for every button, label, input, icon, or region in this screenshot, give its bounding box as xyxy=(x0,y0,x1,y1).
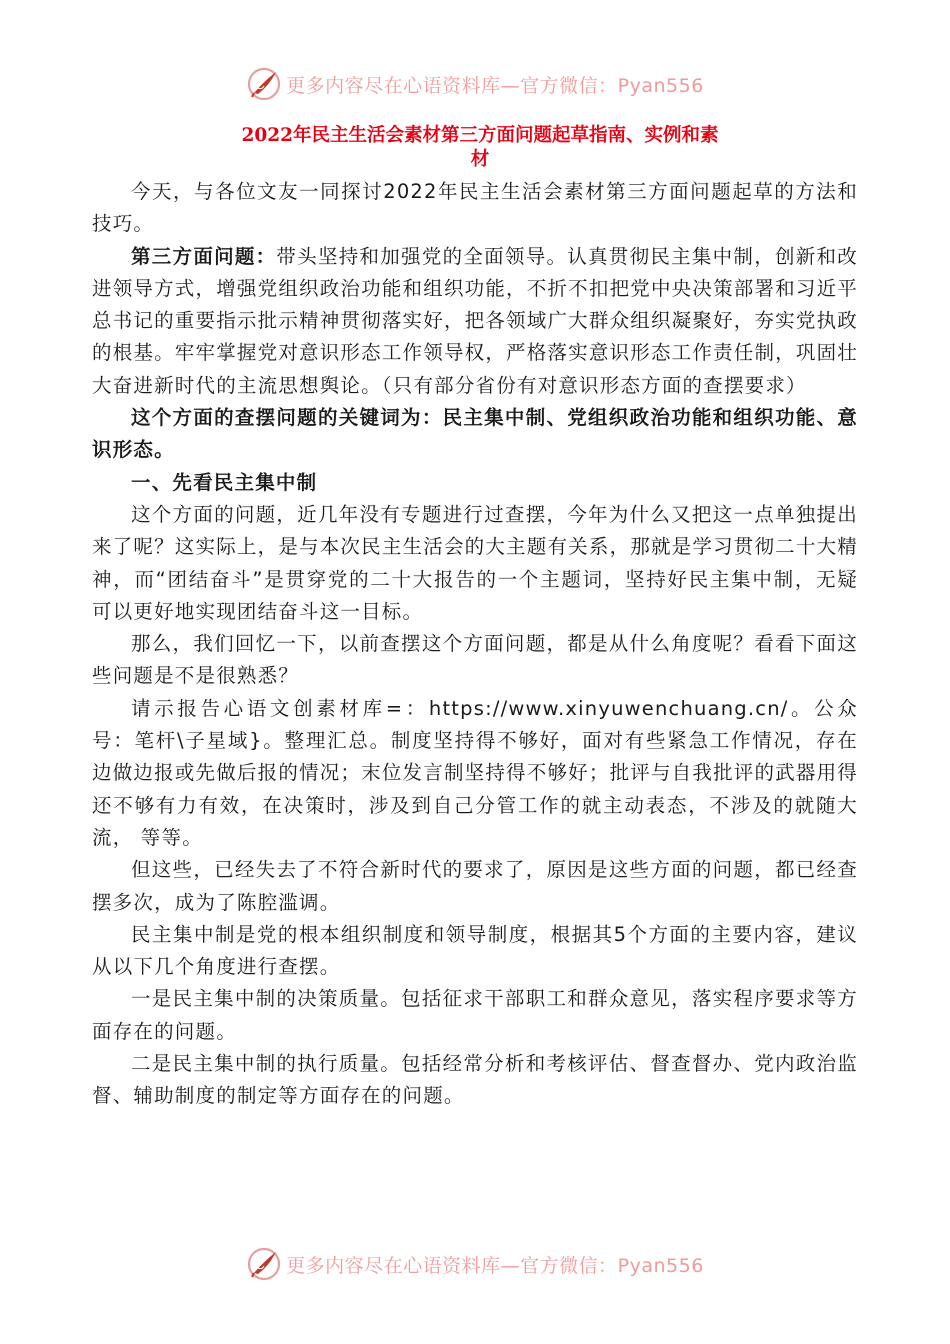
paragraph: 民主集中制是党的根本组织制度和领导制度，根据其5个方面的主要内容，建议从以下几个角度进行查摆。 xyxy=(92,922,858,979)
paragraph: 那么，我们回忆一下，以前查摆这个方面问题，都是从什么角度呢？看看下面这些问题是不是很熟悉？ xyxy=(92,632,858,688)
paragraph-lead: 第三方面问题： xyxy=(131,244,277,268)
document-body xyxy=(92,176,858,1113)
footer-banner xyxy=(0,1244,950,1284)
paragraph: 但这些，已经失去了不符合新时代的要求了，原因是这些方面的问题，都已经查摆多次，成为了陈腔滥调。 xyxy=(92,858,858,914)
paragraph: 一是民主集中制的决策质量。包括征求干部职工和群众意见，落实程序要求等方面存在的问题。 xyxy=(92,987,858,1043)
paragraph-keywords: 这个方面的查摆问题的关键词为：民主集中制、党组织政治功能和组织功能、意识形态。 xyxy=(92,406,858,462)
paragraph: 二是民主集中制的执行质量。包括经常分析和考核评估、督查督办、党内政治监督、辅助制度的制定等方面存在的问题。 xyxy=(92,1052,858,1108)
paragraph-third-aspect xyxy=(92,241,858,402)
quill-pen-logo-icon xyxy=(246,1246,282,1282)
section-heading: 一、先看民主集中制 xyxy=(131,470,318,494)
paragraph-intro: 今天，与各位文友一同探讨2022年民主生活会素材第三方面问题起草的方法和技巧。 xyxy=(92,180,858,236)
paragraph: 这个方面的问题，近几年没有专题进行过查摆，今年为什么又把这一点单独提出来了呢？这实际上，是与本次民主生活会的大主题有关系，那就是学习贯彻二十大精神，而“团结奋斗”是贯穿党的二十大报告的一个主题词，坚持好民主集中制，无疑可以更好地实现团结奋斗这一目标。 xyxy=(92,502,858,623)
title-line-2: 材 xyxy=(470,149,490,170)
banner-text: 更多内容尽在心语资料库—官方微信：Pyan556 xyxy=(286,1254,704,1277)
title-line-1: 2022年民主生活会素材第三方面问题起草指南、实例和素 xyxy=(241,125,719,146)
header-banner xyxy=(0,64,950,104)
quill-pen-logo-icon xyxy=(246,66,282,102)
paragraph: 请示报告心语文创素材库=：https://www.xinyuwenchuang.cn/。公众号：笔杆\子星域}。整理汇总。制度坚持得不够好，面对有些紧急工作情况，存在边做边报或先做后报的情况；末位发言制坚持得不够好；批评与自我批评的武器用得还不够有力有效，在决策时，涉及到自己分管工作的就主动表态，不涉及的就随大流， 等等。 xyxy=(92,696,858,849)
paragraph-text: 带头坚持和加强党的全面领导。认真贯彻民主集中制，创新和改进领导方式，增强党组织政治功能和组织功能，不折不扣把党中央决策部署和习近平总书记的重要指示批示精神贯彻落实好，把各领域广大群众组织凝聚好，夯实党执政的根基。牢牢掌握党对意识形态工作领导权，严格落实意识形态工作责任制，巩固壮大奋进新时代的主流思想舆论。（只有部分省份有对意识形态方面的查摆要求） xyxy=(92,244,858,397)
banner-text: 更多内容尽在心语资料库—官方微信：Pyan556 xyxy=(286,74,704,97)
document-title xyxy=(140,124,820,172)
